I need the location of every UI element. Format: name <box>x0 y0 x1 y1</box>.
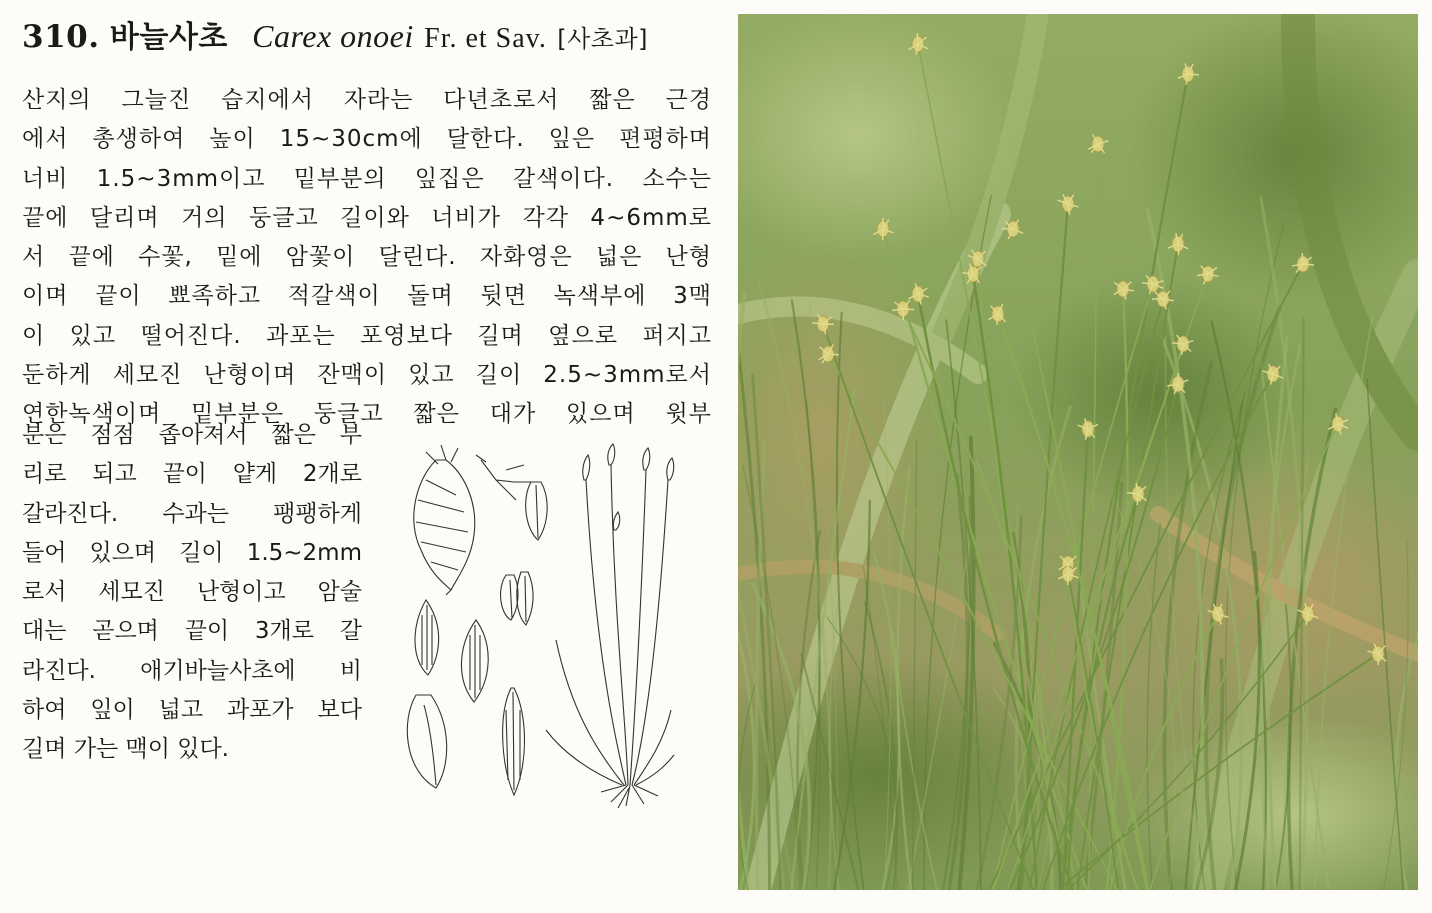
roots-drawing <box>601 785 658 808</box>
description-line: 이며 끝이 뾰족하고 적갈색이 돌며 뒷면 녹색부에 3맥 <box>22 283 712 310</box>
description-line: 이 있고 떨어진다. 과포는 포영보다 길며 옆으로 퍼지고 <box>22 322 712 349</box>
text-column <box>22 10 712 435</box>
description-full-width <box>22 81 712 435</box>
author-citation: Fr. et Sav. <box>424 23 547 54</box>
description-line: 길며 가는 맥이 있다. <box>22 736 229 763</box>
scientific-name: Carex onoei <box>252 18 414 54</box>
description-line: 리로 되고 끝이 얕게 2개로 <box>22 461 362 488</box>
description-line: 끝에 달리며 거의 둥글고 길이와 너비가 각각 4~6mm로 <box>22 204 712 231</box>
description-line: 들어 있으며 길이 1.5~2mm <box>22 539 362 566</box>
description-line: 에서 총생하여 높이 15~30cm에 달한다. 잎은 편평하며 <box>22 126 712 153</box>
plant-habit-drawing <box>546 465 674 785</box>
family-name: [사초과] <box>557 25 649 53</box>
description-line: 분은 점점 좁아져서 짧은 부 <box>22 422 362 448</box>
plant-photograph <box>738 14 1418 890</box>
description-line: 로서 세모진 난형이고 암술 <box>22 579 362 606</box>
description-line: 서 끝에 수꽃, 밑에 암꽃이 달린다. 자화영은 넓은 난형 <box>22 244 712 271</box>
description-line: 갈라진다. 수과는 팽팽하게 <box>22 500 362 527</box>
description-line: 대는 곧으며 끝이 3개로 갈 <box>22 618 362 645</box>
achene-drawing <box>407 695 446 788</box>
korean-name: 바늘사초 <box>109 20 228 55</box>
description-narrow <box>22 416 362 770</box>
description-line: 하여 잎이 넓고 과포가 보다 <box>22 697 362 724</box>
species-heading <box>22 10 712 65</box>
scale-drawing <box>501 575 518 620</box>
description-line: 라진다. 애기바늘사초에 비 <box>22 657 362 684</box>
description-line: 둔하게 세모진 난형이며 잔맥이 있고 길이 2.5~3mm로서 <box>22 362 712 389</box>
description-line: 산지의 그늘진 습지에서 자라는 다년초로서 짧은 근경 <box>22 87 712 113</box>
spikelet-drawing <box>414 460 475 590</box>
botanical-illustration <box>396 440 676 810</box>
description-line: 너비 1.5~3mm이고 밑부분의 잎집은 갈색이다. 소수는 <box>22 165 712 192</box>
description-line: 연한녹색이며 밑부분은 둥글고 짧은 대가 있으며 윗부 <box>22 401 712 428</box>
entry-number: 310. <box>22 19 100 55</box>
